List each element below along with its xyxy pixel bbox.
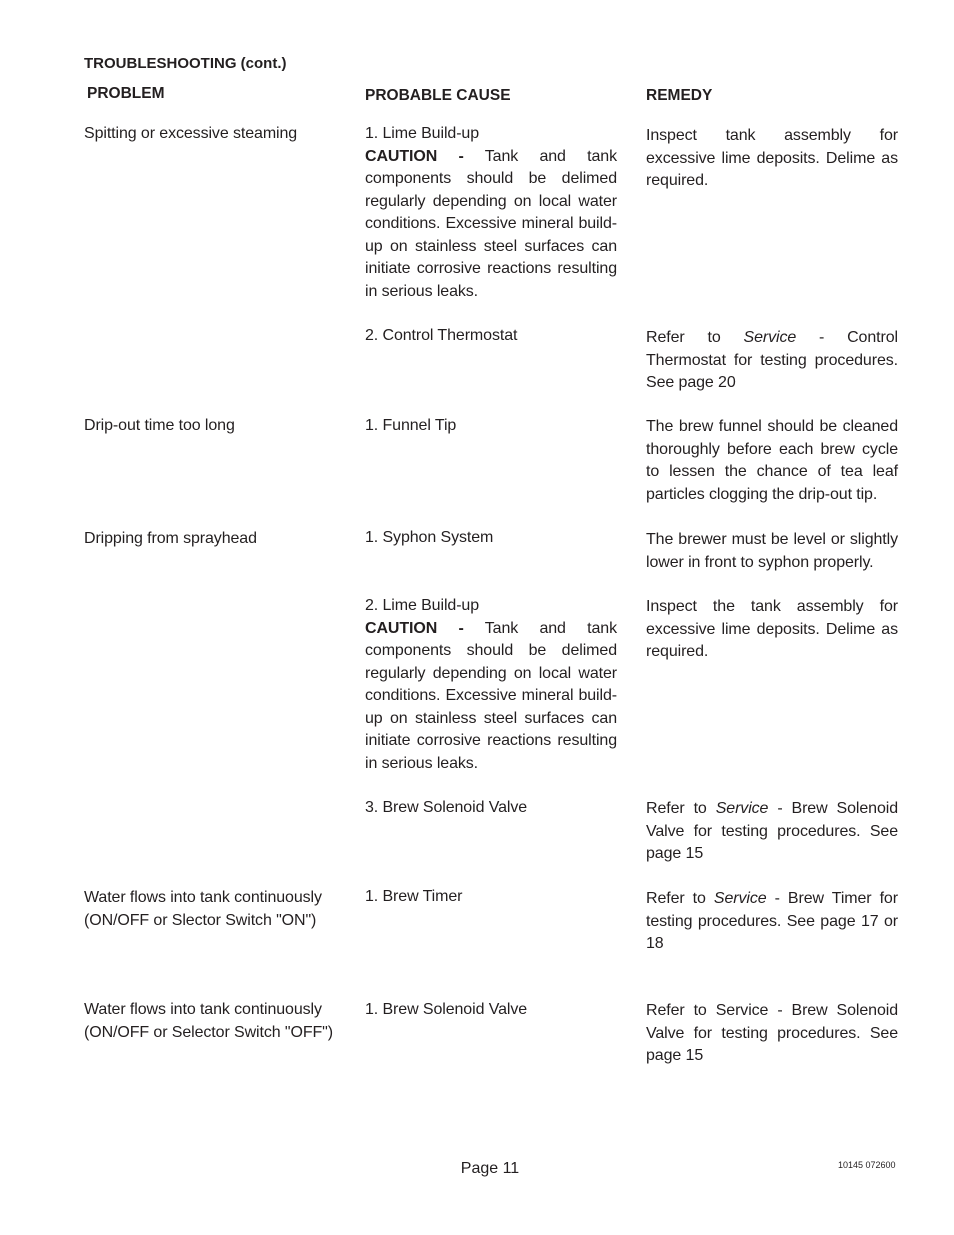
problem-line: (ON/OFF or Slector Switch "ON") xyxy=(84,911,317,929)
document-code: 10145 072600 xyxy=(838,1160,896,1170)
cause-title: 2. Lime Build-up xyxy=(365,597,480,614)
remedy-prefix: Refer to xyxy=(646,800,707,817)
remedy-prefix: Refer to xyxy=(646,890,706,907)
remedy-text: The brew funnel should be cleaned thoroughly before each brew cycle to lessen the chance of tea leaf particles clogging the drip-out tip. xyxy=(646,418,898,503)
caution-label: CAUTION - xyxy=(365,619,464,637)
remedy-text xyxy=(646,327,898,395)
cause-title: 1. Brew Solenoid Valve xyxy=(365,1001,528,1018)
cause-title: 3. Brew Solenoid Valve xyxy=(365,799,528,816)
caution-note xyxy=(365,146,617,304)
cause-block xyxy=(365,123,617,303)
remedy-text: The brewer must be level or slightly lower in front to syphon properly. xyxy=(646,531,898,571)
remedy-text xyxy=(646,888,898,956)
cause-block xyxy=(365,595,617,775)
remedy-text: Inspect tank assembly for excessive lime deposits. Delime as required. xyxy=(646,127,898,189)
column-header-remedy: REMEDY xyxy=(646,87,713,104)
service-reference: Service xyxy=(715,800,769,817)
caution-note xyxy=(365,618,617,776)
remedy-prefix: Refer to xyxy=(646,329,721,346)
problem-line: Water flows into tank continuously xyxy=(84,1001,322,1018)
remedy-text: Refer to Service - Brew Solenoid Valve for testing procedures. See page 15 xyxy=(646,1002,898,1064)
remedy-suffix: - Brew Solenoid Valve for testing procedures. See page 15 xyxy=(646,800,898,862)
remedy-text: Inspect the tank assembly for excessive lime deposits. Delime as required. xyxy=(646,598,898,660)
problem-text: Drip-out time too long xyxy=(84,417,235,434)
page-number: Page 11 xyxy=(460,1160,520,1177)
problem-text xyxy=(84,887,346,932)
cause-title: 2. Control Thermostat xyxy=(365,327,518,344)
remedy-suffix: - Brew Timer for testing procedures. See page 17 or 18 xyxy=(646,890,898,952)
problem-line: Water flows into tank continuously xyxy=(84,889,322,906)
cause-title: 1. Lime Build-up xyxy=(365,125,480,142)
problem-text: Dripping from sprayhead xyxy=(84,530,257,547)
caution-label: CAUTION - xyxy=(365,147,464,165)
section-title: TROUBLESHOOTING (cont.) xyxy=(84,55,287,72)
caution-text: Tank and tank components should be delimed regularly depending on local water conditions. Excessive mineral build-up on stainless steel surfaces can initiate corrosive reactions resulting in serious leaks. xyxy=(365,619,617,772)
service-reference: Service xyxy=(743,329,797,346)
problem-text xyxy=(84,999,346,1044)
remedy-text xyxy=(646,798,898,866)
problem-line: (ON/OFF or Selector Switch "OFF") xyxy=(84,1023,333,1041)
remedy-suffix: - Control Thermostat for testing procedures. See page 20 xyxy=(646,329,898,391)
problem-text: Spitting or excessive steaming xyxy=(84,125,298,142)
caution-text: Tank and tank components should be delimed regularly depending on local water conditions. Excessive mineral build-up on stainless steel surfaces can initiate corrosive reactions resulting in serious leaks. xyxy=(365,147,617,300)
service-reference: Service xyxy=(713,890,767,907)
cause-title: 1. Brew Timer xyxy=(365,888,463,905)
column-header-probable-cause: PROBABLE CAUSE xyxy=(365,87,511,104)
column-header-problem: PROBLEM xyxy=(87,85,165,102)
cause-title: 1. Syphon System xyxy=(365,529,494,546)
cause-title: 1. Funnel Tip xyxy=(365,417,457,434)
